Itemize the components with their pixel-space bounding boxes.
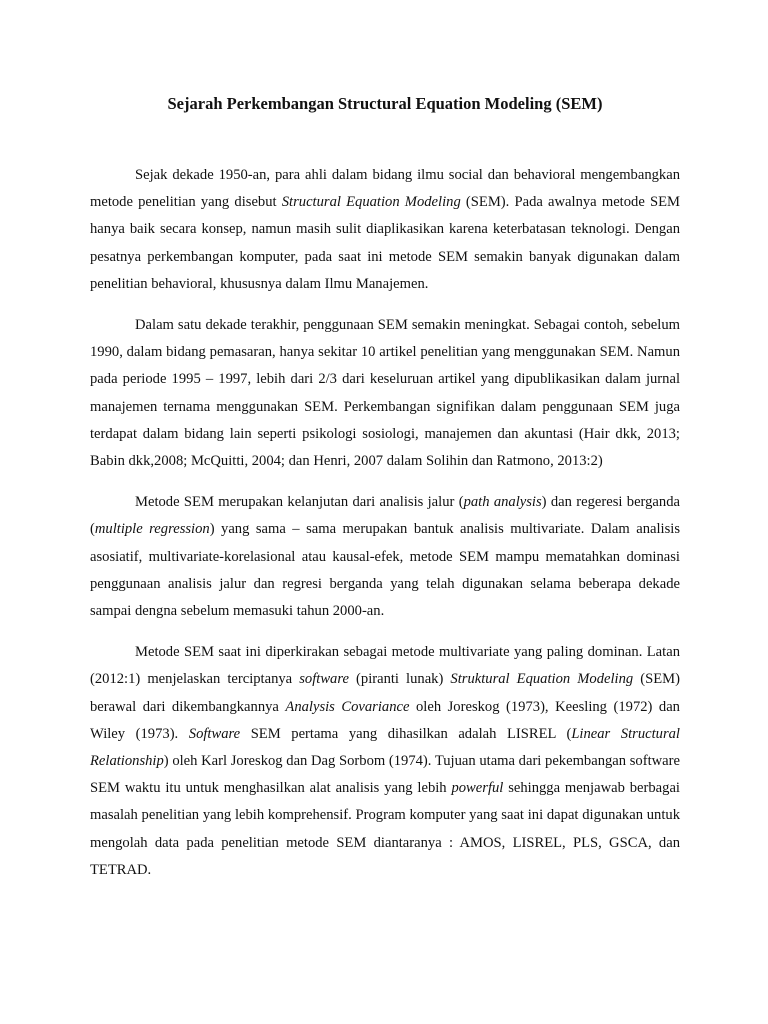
paragraph-2 <box>90 312 680 475</box>
paragraph-1-run: Sejak dekade 1950-an, para ahli dalam bidang ilmu social dan behavioral mengembangkan metode penelitian yang disebut <box>90 167 680 211</box>
paragraph-3-run: ) yang sama – sama merupakan bantuk analisis multivariate. Dalam analisis asosiatif, multivariate-korelasional atau kausal-efek, metode SEM mampu mematahkan dominasi penggunaan analisis jalur dan regresi berganda yang telah digunakan selama beberapa dekade sampai dengna sebelum memasuki tahun 2000-an. <box>90 521 680 620</box>
paragraph-1-run: (SEM). Pada awalnya metode SEM hanya baik secara konsep, namun masih sulit diaplikasikan karena keterbatasan teknologi. Dengan pesatnya perkembangan komputer, pada saat ini metode SEM semakin banyak digunakan dalam penelitian behavioral, khususnya dalam Ilmu Manajemen. <box>90 194 680 292</box>
paragraph-4-run: SEM pertama yang dihasilkan adalah LISREL ( <box>240 725 572 742</box>
paragraph-3-run: Metode SEM merupakan kelanjutan dari analisis jalur ( <box>135 494 464 511</box>
paragraph-4-run-italic: Analysis Covariance <box>285 698 410 715</box>
paragraph-4-run: ) oleh Karl Joreskog dan Dag Sorbom (1974). Tujuan utama dari pekembangan software SEM waktu itu untuk menghasilkan alat analisis yang lebih <box>90 753 680 797</box>
paragraph-4-run-italic: Struktural Equation Modeling <box>450 671 634 688</box>
paragraph-3-run: ) dan regeresi berganda ( <box>90 494 680 538</box>
paragraph-4-run-italic: Software <box>188 725 241 742</box>
paragraph-2-run: Dalam satu dekade terakhir, penggunaan SEM semakin meningkat. Sebagai contoh, sebelum 1990, dalam bidang pemasaran, hanya sekitar 10 artikel penelitian yang menggunakan SEM. Namun pada periode 1995 – 1997, lebih dari 2/3 dari keseluruan artikel yang dipublikasikan dalam jurnal manajemen ternama menggunakan SEM. Perkembangan signifikan dalam penggunaan SEM juga terdapat dalam bidang lain seperti psikologi sosiologi, manajemen dan akuntasi (Hair dkk, 2013; Babin dkk,2008; McQuitti, 2004; dan Henri, 2007 dalam Solihin dan Ratmono, 2013:2) <box>90 317 680 470</box>
paragraph-4-run: oleh Joreskog (1973), Keesling (1972) dan Wiley (1973). <box>90 698 680 742</box>
paragraph-3 <box>90 489 680 625</box>
paragraph-4-run: sehingga menjawab berbagai masalah penelitian yang lebih komprehensif. Program komputer yang saat ini dapat digunakan untuk mengolah data pada penelitian metode SEM diantaranya : AMOS, LISREL, PLS, GSCA, dan TETRAD. <box>90 780 680 878</box>
paragraph-3-run-italic: path analysis <box>463 494 542 511</box>
paragraph-4-run-italic: Linear Structural Relationship <box>90 725 680 770</box>
page-title: Sejarah Perkembangan Structural Equation Modeling (SEM) <box>167 94 603 113</box>
paragraph-4-run: (piranti lunak) <box>348 671 451 688</box>
paragraph-4-run-italic: powerful <box>451 780 504 797</box>
paragraph-4-run-italic: software <box>299 671 349 688</box>
paragraph-1-run-italic: Structural Equation Modeling <box>281 194 461 211</box>
paragraph-4-run: Metode SEM saat ini diperkirakan sebagai metode multivariate yang paling dominan. Latan (2012:1) menjelaskan terciptanya <box>90 644 680 688</box>
paragraph-4 <box>90 639 680 884</box>
paragraph-4-run: (SEM) berawal dari dikembangkannya <box>90 671 680 715</box>
paragraph-1 <box>90 162 680 298</box>
paragraph-3-run-italic: multiple regression <box>94 521 210 538</box>
